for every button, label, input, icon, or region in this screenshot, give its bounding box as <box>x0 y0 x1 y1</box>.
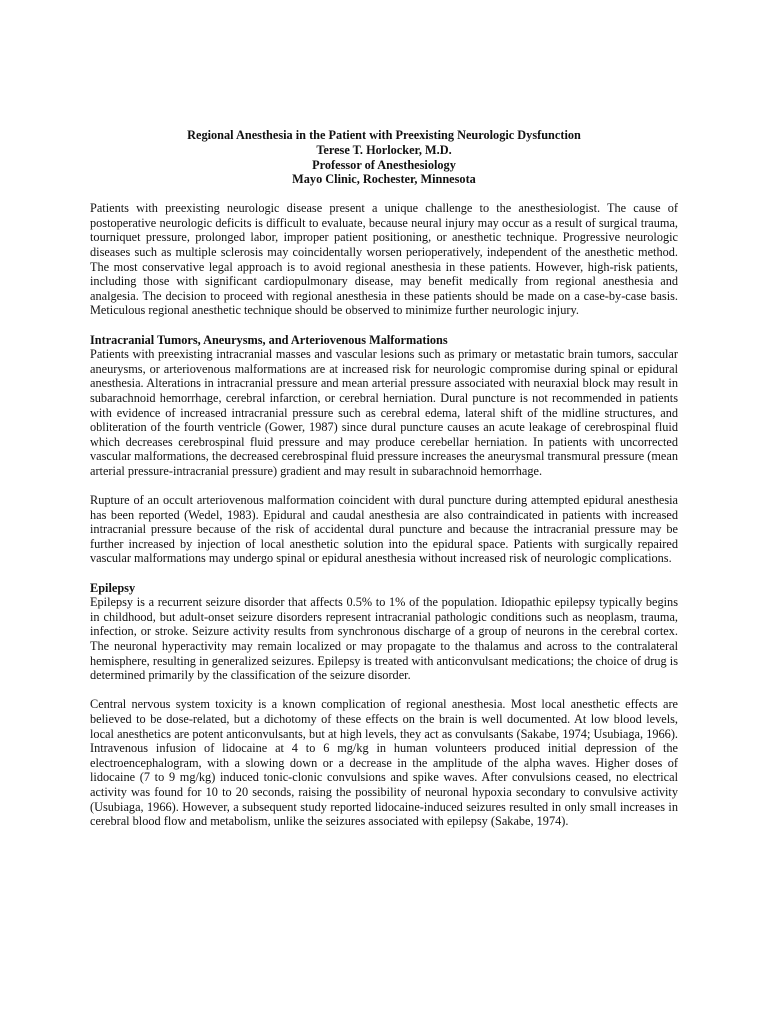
section-heading-epilepsy: Epilepsy <box>90 580 136 595</box>
document-page <box>90 128 678 843</box>
section-paragraph: Patients with preexisting intracranial masses and vascular lesions such as primary or metastatic brain tumors, saccular aneurysms, or arteriovenous malformations are at increased risk for neurologic compromise during spinal or epidural anesthesia. Alterations in intracranial pressure and mean arterial pressure associated with neuraxial block may result in subarachnoid hemorrhage, cerebral infarction, or cerebral herniation. Dural puncture is not recommended in patients with evidence of increased intracranial pressure such as cerebral edema, lateral shift of the midline structures, and obliteration of the fourth ventricle (Gower, 1987) since dural puncture causes an acute leakage of cerebrospinal fluid which decreases cerebrospinal fluid pressure and may produce cerebellar herniation. In patients with uncorrected vascular malformations, the decreased cerebrospinal fluid pressure increases the aneurysmal transmural pressure (mean arterial pressure-intracranial pressure) gradient and may result in subarachnoid hemorrhage. <box>90 347 678 478</box>
section-paragraph: Central nervous system toxicity is a known complication of regional anesthesia. Most local anesthetic effects are believed to be dose-related, but a dichotomy of these effects on the brain is well documented. At low blood levels, local anesthetics are potent anticonvulsants, but at high levels, they act as convulsants (Sakabe, 1974; Usubiaga, 1966). Intravenous infusion of lidocaine at 4 to 6 mg/kg in human volunteers produced initial depression of the electroencephalogram, with a slowing down or a decrease in the amplitude of the alpha waves. Higher doses of lidocaine (7 to 9 mg/kg) induced tonic-clonic convulsions and spike waves. After convulsions ceased, no electrical activity was found for 10 to 20 seconds, raising the possibility of neuronal hypoxia secondary to convulsive activity (Usubiaga, 1966). However, a subsequent study reported lidocaine-induced seizures resulted in only small increases in cerebral blood flow and metabolism, unlike the seizures associated with epilepsy (Sakabe, 1974). <box>90 697 678 829</box>
intro-paragraph: Patients with preexisting neurologic disease present a unique challenge to the anesthesiologist. The cause of postoperative neurologic deficits is difficult to evaluate, because neural injury may occur as a result of surgical trauma, tourniquet pressure, prolonged labor, improper patient positioning, or anesthetic technique. Progressive neurologic diseases such as multiple sclerosis may coincidentally worsen perioperatively, independent of the anesthetic method. The most conservative legal approach is to avoid regional anesthesia in these patients. However, high-risk patients, including those with significant cardiopulmonary disease, may benefit medically from regional anesthesia and analgesia. The decision to proceed with regional anesthesia in these patients should be made on a case-by-case basis. Meticulous regional anesthetic technique should be observed to minimize further neurologic injury. <box>90 201 678 318</box>
section-paragraph: Epilepsy is a recurrent seizure disorder that affects 0.5% to 1% of the population. Idiopathic epilepsy typically begins in childhood, but adult-onset seizure disorders represent intracranial pathologic conditions such as neoplasm, trauma, infection, or stroke. Seizure activity results from synchronous discharge of a group of neurons in the cerebral cortex. The neuronal hyperactivity may remain localized or may propagate to the thalamus and across to the contralateral hemisphere, resulting in generalized seizures. Epilepsy is treated with anticonvulsant medications; the choice of drug is determined primarily by the classification of the seizure disorder. <box>90 595 678 683</box>
author-name: Terese T. Horlocker, M.D. <box>316 142 452 157</box>
title-block <box>90 128 678 187</box>
section-paragraph: Rupture of an occult arteriovenous malformation coincident with dural puncture during attempted epidural anesthesia has been reported (Wedel, 1983). Epidural and caudal anesthesia are also contraindicated in patients with increased intracranial pressure because of the risk of accidental dural puncture and because the intracranial pressure may be further increased by injection of local anesthetic solution into the epidural space. Patients with surgically repaired vascular malformations may undergo spinal or epidural anesthesia without increased risk of neurologic complications. <box>90 493 678 566</box>
author-position: Professor of Anesthesiology <box>312 157 456 172</box>
section-heading-intracranial: Intracranial Tumors, Aneurysms, and Arteriovenous Malformations <box>90 332 448 347</box>
document-title: Regional Anesthesia in the Patient with Preexisting Neurologic Dysfunction <box>187 128 581 142</box>
author-institution: Mayo Clinic, Rochester, Minnesota <box>292 172 476 187</box>
